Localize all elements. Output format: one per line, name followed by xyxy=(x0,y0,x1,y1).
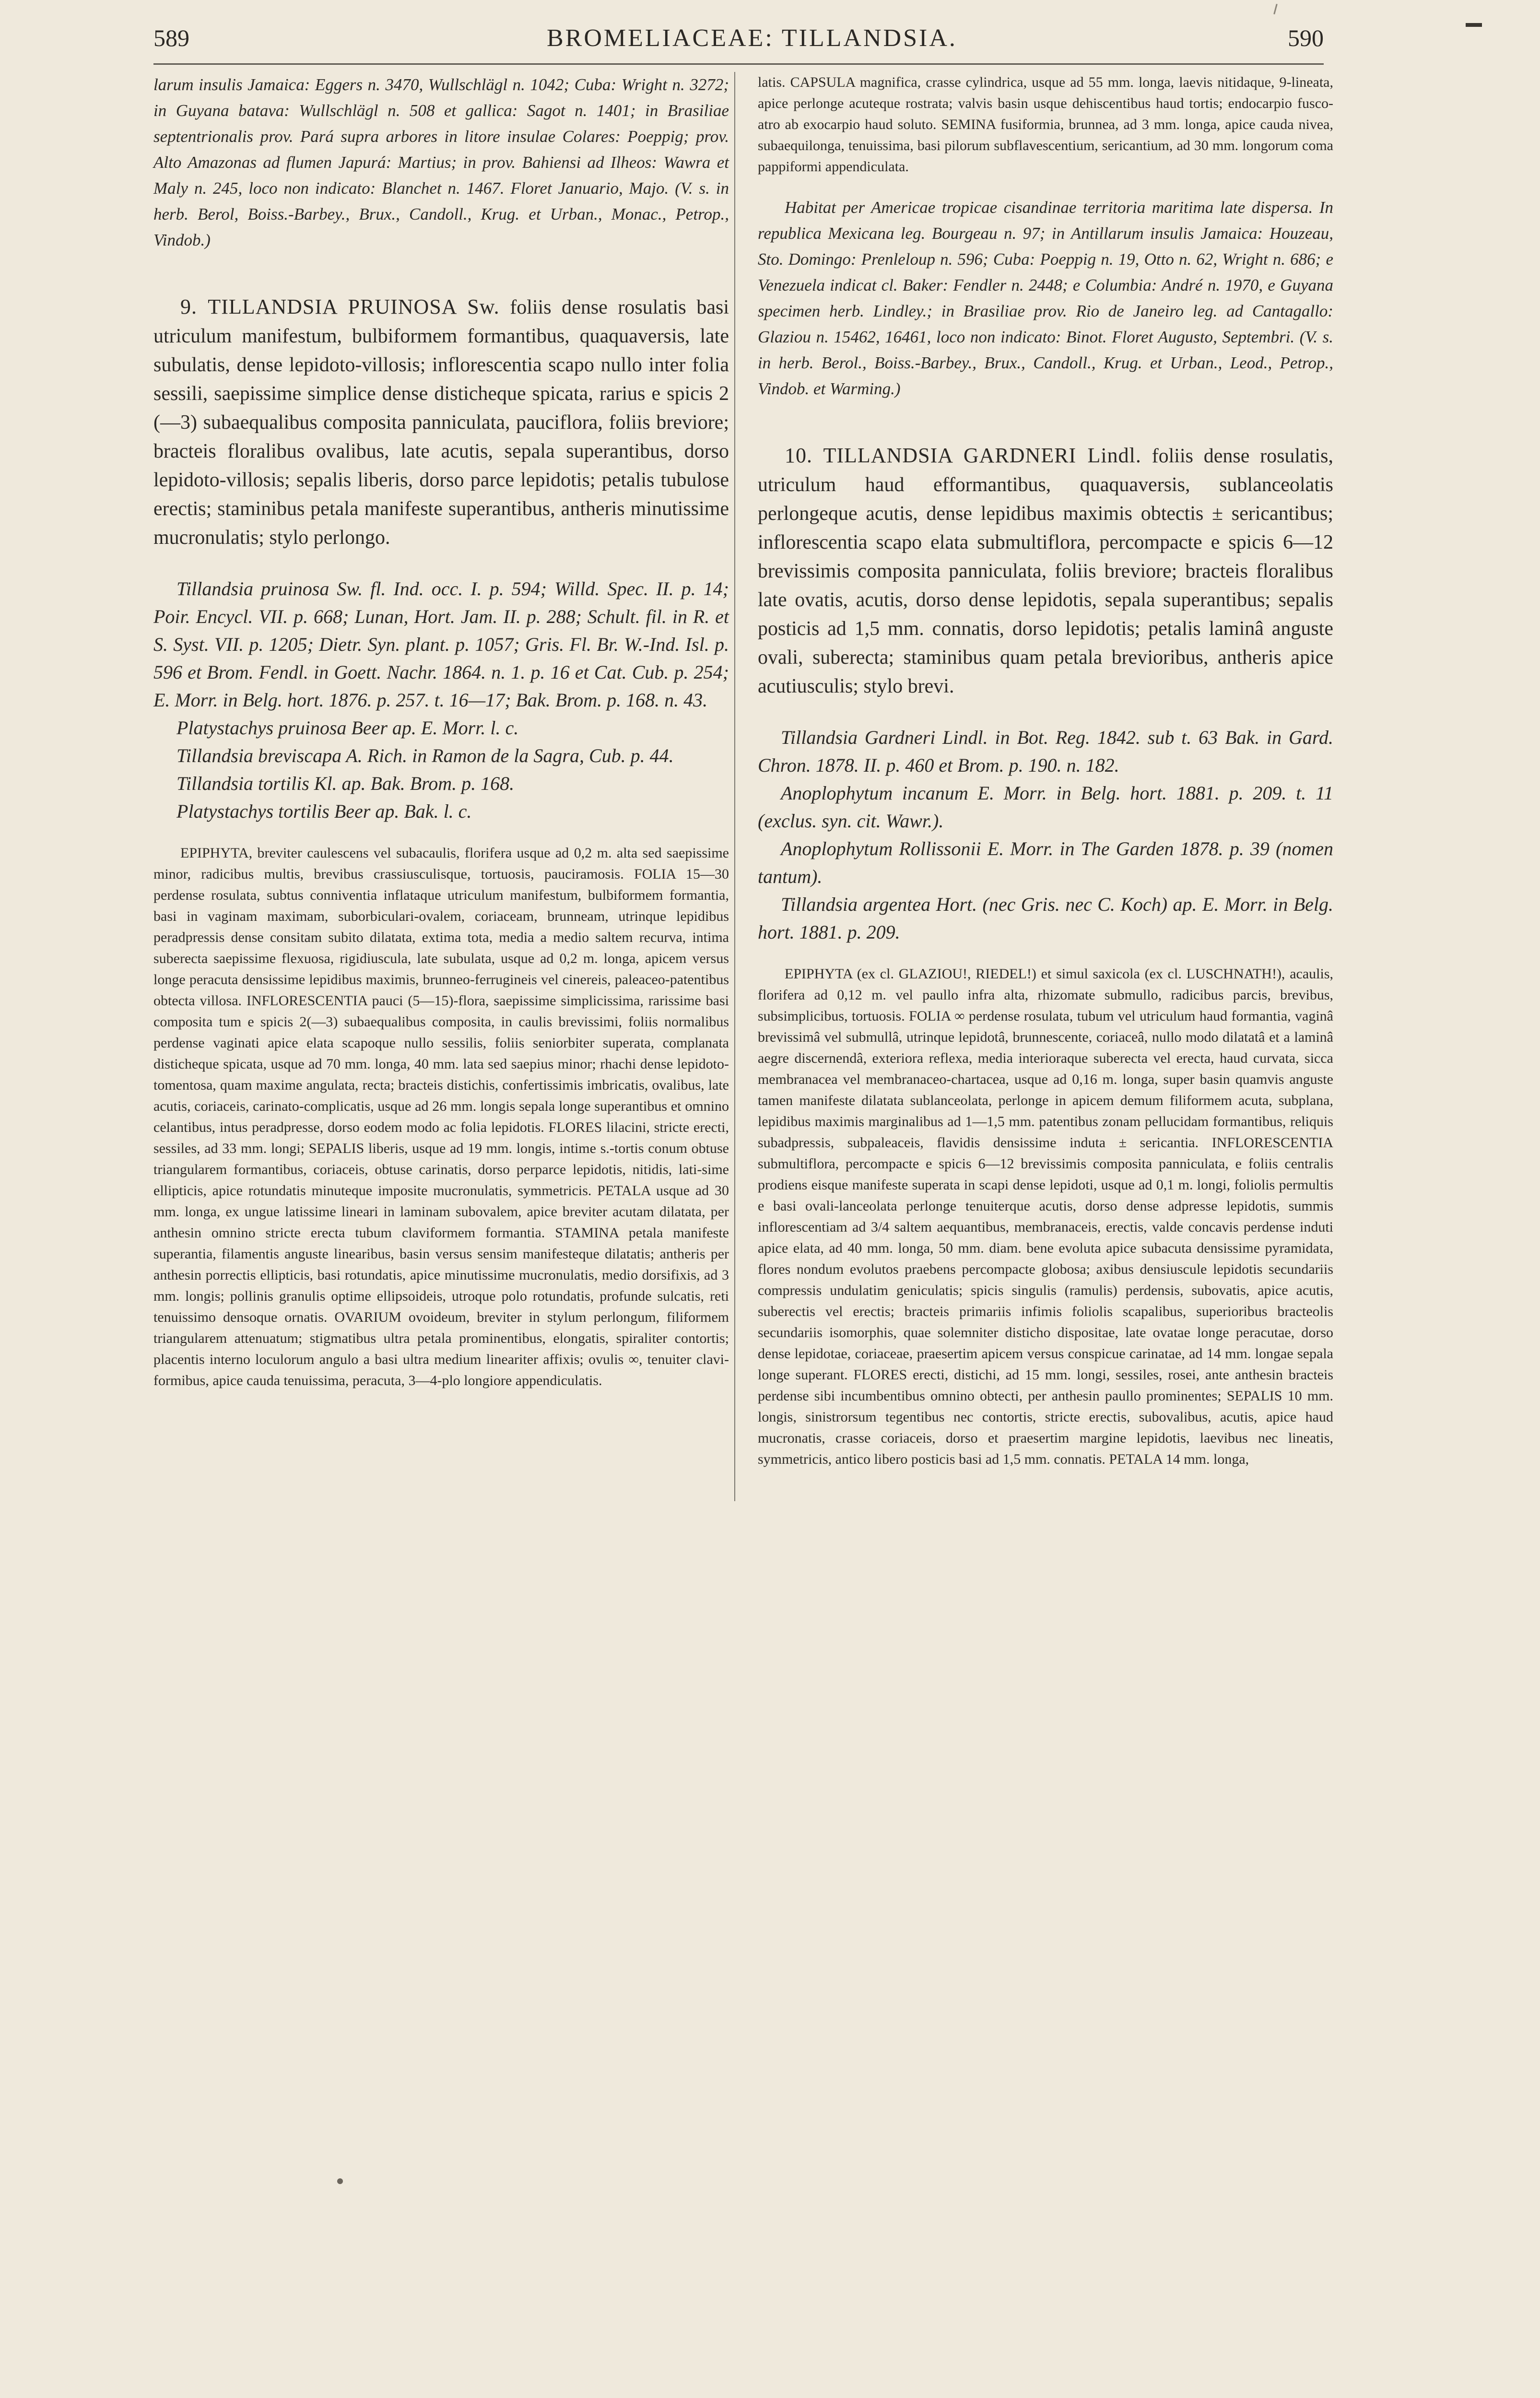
synonym: Tillandsia argentea Hort. (nec Gris. nec C. Koch) ap. E. Morr. in Belg. hort. 1881. p. 209. xyxy=(758,893,1333,943)
species-heading: 10. TILLANDSIA GARDNERI Lindl. xyxy=(785,444,1141,467)
left-column xyxy=(153,72,729,1391)
ink-speck xyxy=(337,2178,343,2184)
synonym: Tillandsia breviscapa A. Rich. in Ramon de la Sagra, Cub. p. 44. xyxy=(176,745,674,766)
ink-mark xyxy=(1466,23,1482,27)
spacer xyxy=(758,946,1333,964)
species-heading: 9. TILLANDSIA PRUINOSA Sw. xyxy=(180,295,500,318)
column-rule xyxy=(734,72,735,1501)
corner-mark xyxy=(1273,4,1278,14)
right-column xyxy=(758,72,1333,1470)
species-diagnosis: foliis dense rosulatis basi utriculum manifestum, bulbiformem formantibus, quaquaversis, late subulatis, dense lepidoto-villosis; inflorescentia scapo nullo inter folia sessili, saepissime simplice dense disticheque spicata, rarius e spicis 2 (—3) subaequalibus composita panniculata, pauciflora, foliis breviore; bracteis floralibus ovalibus, late acutis, sepala superantibus, dorso lepidoto-villosis; sepalis liberis, dorso parce lepidotis; petalis tubulose erectis; staminibus petala manifeste superantibus, antheris minutissime mucronulatis; stylo perlongo. xyxy=(153,296,729,549)
synonym: Tillandsia tortilis Kl. ap. Bak. Brom. p. 168. xyxy=(176,773,515,794)
synonym: Anoplophytum Rollissonii E. Morr. in The Garden 1878. p. 39 (nomen tantum). xyxy=(758,838,1333,887)
synonym: Tillandsia Gardneri Lindl. in Bot. Reg. 1842. sub t. 63 Bak. in Gard. Chron. 1878. II. p. 460 et Brom. p. 190. n. 182. xyxy=(758,727,1333,776)
spacer xyxy=(758,177,1333,195)
species-entry-gardneri xyxy=(758,441,1333,701)
page-number-left: 589 xyxy=(153,24,189,51)
synonym: Platystachys tortilis Beer ap. Bak. l. c. xyxy=(176,800,472,822)
header-rule xyxy=(153,63,1324,65)
page-number-right: 590 xyxy=(1288,24,1324,51)
page-header xyxy=(153,24,1324,62)
habitat-paragraph: Habitat per Americae tropicae cisandinae territoria maritima late dispersa. In republica Mexicana leg. Bourgeau n. 97; in Antillarum insulis Jamaica: Houzeau, Sto. Domingo: Prenleloup n. 596; Cuba: Poeppig n. 19, Otto n. 62, Wright n. 686; e Venezuela indicat cl. Baker: Fendler n. 2448; e Columbia: André n. 1970, e Guyana specimen herb. Lindley.; in Brasiliae prov. Rio de Janeiro leg. ad Cantagallo: Glaziou n. 15462, 16461, loco non indicato: Binot. Floret Augusto, Septembri. (V. s. in herb. Berol., Boiss.-Barbey., Brux., Candoll., Krug. et Urban., Leod., Petrop., Vindob. et Warming.) xyxy=(758,198,1333,398)
spacer xyxy=(153,825,729,843)
species-description: EPIPHYTA (ex cl. GLAZIOU!, RIEDEL!) et simul saxicola (ex cl. LUSCHNATH!), acaulis, florifera ad 0,12 m. vel paullo infra alta, rhizomate submullo, radicibus parcis, brevibus, subsimplicibus, tortuosis. FOLIA ∞ perdense rosulata, tubum vel utriculum haud formantia, vaginâ brevissimâ vel submullâ, utrinque lepidotâ, brunnescente, coriaceâ, nullo modo dilatatâ et a laminâ aegre discernendâ, exteriora reflexa, media interioraque suberecta vel erecta, haud curvata, sicca membranacea vel membranaceo-chartacea, usque ad 0,16 m. longa, super basin quamvis anguste tamen manifeste dilatata sublanceolata, perlonge in apicem demum filiformem acuta, subplana, lepidibus maximis marginalibus ad 1—1,5 mm. patentibus zonam pellucidam formantibus, reliquis subadpressis, subpaleaceis, flavidis densissime induta ± sericantia. INFLORESCENTIA submultiflora, percompacte e spicis 6—12 brevissimis composita panniculata, e foliis centralis prodiens eisque manifeste superata in scapi dense lepidoti, usque ad 0,1 m. longi, foliolis permultis e basi ovali-lanceolata perlonge tenuiterque acutis, dorso dense adpresse lepidotis, summis inflorescentiam ad 3/4 saltem aequantibus, membranaceis, erectis, valde concavis perdense induti apice elata, ad 40 mm. longa, 50 mm. diam. bene evoluta apice subacuta densissime pyramidata, flores nondum evolutos praebens percompacte globosa; axibus densiuscule lepidotis secundariis compressis undulatim geniculatis; spicis singulis (ramulis) perdensis, subovatis, apice acutis, suberectis vel erectis; bracteis primariis infimis foliolis scapalibus, superioribus bracteolis secundariis isomorphis, quae solemniter disticho dispositae, late ovatae longe peracutae, dorso dense lepidotae, coriaceae, praesertim apicem versus conspicue carinatae, ad 14 mm. longae sepala longe superant. FLORES erecti, distichi, ad 15 mm. longi, sessiles, rosei, ante anthesin bracteis perdense sibi incumbentibus omnino obtecti, per anthesin paullo prominentes; SEPALIS 10 mm. longis, sinistrorsum tegentibus nec contortis, stricte erectis, subovalibus, acutis, apice haud mucronatis, crasse coriaceis, dorso et praesertim margine lepidotis, laevibus nec lineatis, symmetricis, antico libero posticis basi ad 1,5 mm. connatis. PETALA 14 mm. longa, xyxy=(758,966,1333,1467)
species-entry-pruinosa xyxy=(153,293,729,552)
synonym: Platystachys pruinosa Beer ap. E. Morr. l. c. xyxy=(176,717,519,739)
spacer xyxy=(153,552,729,575)
spacer xyxy=(758,701,1333,724)
continued-locality-text: larum insulis Jamaica: Eggers n. 3470, Wullschlägl n. 1042; Cuba: Wright n. 3272; in Guyana batava: Wullschlägl n. 508 et gallica: Sagot n. 1401; in Brasiliae septentrionalis prov. Pará supra arbores in litore insulae Colares: Poeppig; prov. Alto Amazonas ad flumen Japurá: Martius; in prov. Bahiensi ad Ilheos: Wawra et Maly n. 245, loco non indicato: Blanchet n. 1467. Floret Januario, Majo. (V. s. in herb. Berol, Boiss.-Barbey., Brux., Candoll., Krug. et Urban., Monac., Petrop., Vindob.) xyxy=(153,75,729,249)
species-diagnosis: foliis dense rosulatis, utriculum haud efformantibus, quaquaversis, sublanceolatis perlongeque acutis, dense lepidibus maximis obtectis ± sericantibus; inflorescentia scapo elata submultiflora, percompacte e spicis 6—12 brevissimis composita panniculata, foliis breviore; bracteis floralibus late ovatis, acutis, dorso dense lepidotis, sepala superantibus; sepalis posticis ad 1,5 mm. connatis, dorso lepidotis; petalis laminâ anguste ovali, suberecta; staminibus quam petala brevioribus, antheris apice acutiusculis; stylo brevi. xyxy=(758,445,1334,697)
continued-description: latis. CAPSULA magnifica, crasse cylindrica, usque ad 55 mm. longa, laevis nitidaque, 9-lineata, apice perlonge acuteque rostrata; valvis basin usque dehiscentibus haud tortis; endocarpio fusco-atro ab exocarpio haud soluto. SEMINA fusiformia, brunnea, ad 3 mm. longa, apice cauda nivea, subaequilonga, tenuissima, basi pilorum subflavescentium, sericantium, ad 30 mm. longorum coma pappiformi appendiculata. xyxy=(758,74,1333,175)
synonym: Anoplophytum incanum E. Morr. in Belg. hort. 1881. p. 209. t. 11 (exclus. syn. cit. Wawr.). xyxy=(758,782,1333,832)
species-description: EPIPHYTA, breviter caulescens vel subacaulis, florifera usque ad 0,2 m. alta sed saepissime minor, radicibus multis, brevibus crassiusculisque, tortuosis, pauciramosis. FOLIA 15—30 perdense rosulata, subtus conniventia inflataque utriculum manifestum, bulbiformem formantia, basi in vaginam maximam, suborbiculari-ovalem, coriaceam, brunneam, utrinque lepidibus peradpressis dense consitam subito dilatata, extima tota, media a medio saltem recurva, intima suberecta saepissime flexuosa, rigidiuscula, late subulata, usque ad 0,2 m. longa, apicem versus longe peracuta densissime lepidibus maximis, brunneo-ferrugineis vel cinereis, paleaceo-patentibus obtecta villosa. INFLORESCENTIA pauci (5—15)-flora, saepissime simplicissima, rarissime basi composita tum e spicis 2(—3) subaequalibus composita, in caulis brevissimi, foliis normalibus perdense vaginati apice elata scapoque nullo sessilis, foliis seniorbiter superata, complanata disticheque spicata, usque ad 70 mm. longa, 40 mm. lata sed saepius minor; rhachi dense lepidoto-tomentosa, quam maxime angulata, recta; bracteis distichis, confertissimis imbricatis, ovalibus, late acutis, coriaceis, carinato-complicatis, usque ad 26 mm. longis sepala longe superantibus et omnino celantibus, intus peradpresse, dorso eodem modo ac folia lepidotis. FLORES lilacini, stricte erecti, sessiles, ad 33 mm. longi; SEPALIS liberis, usque ad 19 mm. longis, intime s.-tortis conum obtuse triangularem formantibus, coriaceis, obtuse carinatis, dorso perparce lepidotis, nitidis, lati-sime ellipticis, apice rotundatis minuteque imposite mucronulatis, symmetricis. PETALA usque ad 30 mm. longa, ex ungue latissime lineari in laminam subovalem, apice breviter acutam dilatata, per anthesin omnino stricte erecta tubum claviformem formantia. STAMINA petala manifeste superantia, filamentis anguste linearibus, basin versus sensim manifesteque dilatatis; antheris per anthesin porrectis ellipticis, basi rotundatis, apice minutissime mucronulatis, medio dorsifixis, ad 3 mm. longis; pollinis granulis optime ellipsoideis, utroque polo rotundatis, profunde sulcatis, reti tenuissimo densoque ornatis. OVARIUM ovoideum, breviter in stylum perlongum, filiformem triangularem attenuatum; stigmatibus ultra petala prominentibus, elongatis, spiraliter contortis; placentis interno loculorum angulo a basi ultra medium lineariter affixis; ovulis ∞, tenuiter clavi-formibus, apice cauda tenuissima, peracuta, 3—4-plo longiore appendiculatis. xyxy=(153,845,729,1388)
synonym: Tillandsia pruinosa Sw. fl. Ind. occ. I. p. 594; Willd. Spec. II. p. 14; Poir. Encycl. VII. p. 668; Lunan, Hort. Jam. II. p. 288; Schult. fil. in R. et S. Syst. VII. p. 1205; Dietr. Syn. plant. p. 1057; Gris. Fl. Br. W.-Ind. Isl. p. 596 et Brom. Fendl. in Goett. Nachr. 1864. n. 1. p. 16 et Cat. Cub. p. 254; E. Morr. in Belg. hort. 1876. p. 257. t. 16—17; Bak. Brom. p. 168. n. 43. xyxy=(153,578,729,711)
running-title: BROMELIACEAE: TILLANDSIA. xyxy=(547,24,957,52)
